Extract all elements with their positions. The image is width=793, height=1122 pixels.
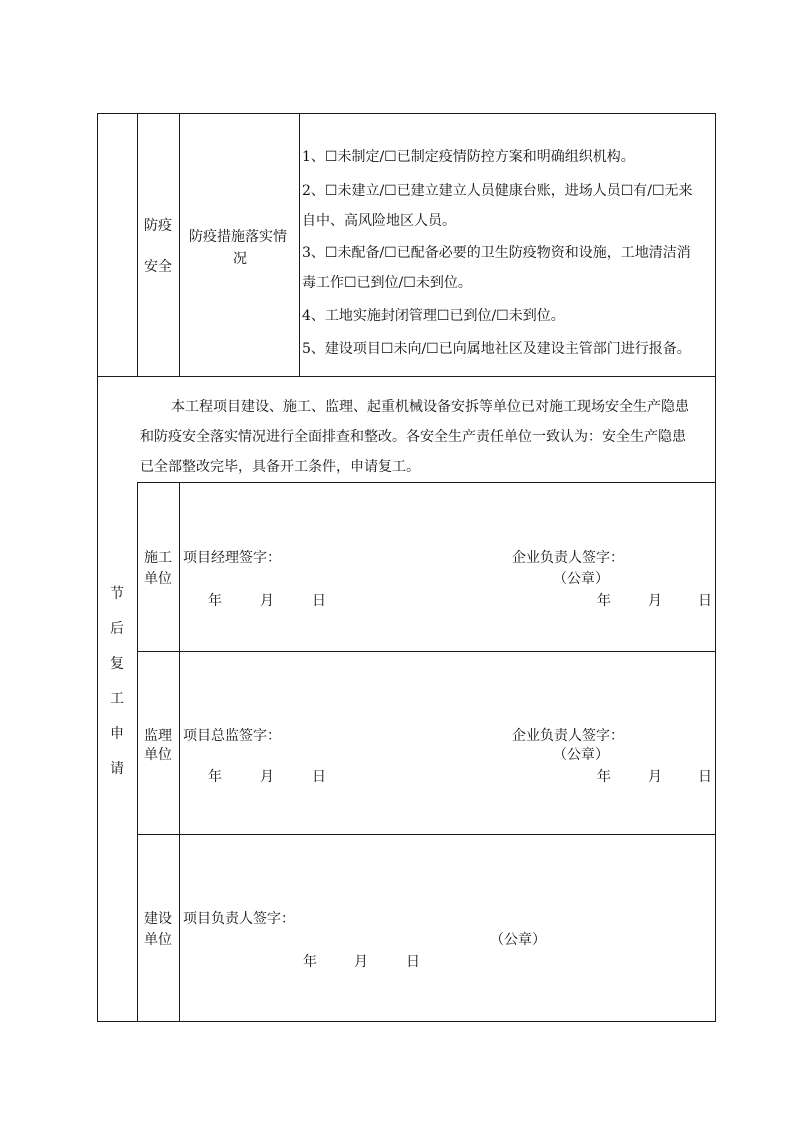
safety-category-line1: 防疫: [144, 218, 172, 234]
owner-month: 月: [354, 954, 368, 970]
table-divider-safety: [97, 376, 716, 377]
owner-seal: （公章）: [490, 932, 546, 948]
safety-line: 2、☐未建立/☐已建立建立人员健康台账，进场人员☐有/☐无来: [302, 183, 693, 199]
construction-right-day: 日: [698, 593, 712, 609]
construction-right-month: 月: [648, 593, 662, 609]
table-column-line-1-top: [137, 113, 138, 377]
table-divider-construction: [137, 651, 716, 652]
construction-right-year: 年: [597, 593, 611, 609]
supervision-director-signature: 项目总监签字：: [183, 728, 281, 744]
owner-year: 年: [303, 954, 317, 970]
construction-seal: （公章）: [553, 571, 609, 587]
owner-unit-label-line2: 单位: [144, 932, 172, 948]
safety-line: 5、建设项目☐未向/☐已向属地社区及建设主管部门进行报备。: [302, 341, 691, 357]
construction-left-month: 月: [260, 593, 274, 609]
supervision-unit-label-line2: 单位: [144, 747, 172, 763]
supervision-right-day: 日: [698, 769, 712, 785]
supervision-left-month: 月: [260, 769, 274, 785]
owner-day: 日: [406, 954, 420, 970]
statement-line: 本工程项目建设、施工、监理、起重机械设备安拆等单位已对施工现场安全生产隐患: [171, 399, 689, 415]
construction-unit-label-line2: 单位: [144, 571, 172, 587]
supervision-enterprise-signature: 企业负责人签字：: [512, 728, 624, 744]
safety-line: 3、☐未配备/☐已配备必要的卫生防疫物资和设施，工地清洁消: [302, 245, 691, 261]
side-label-char: 申: [110, 726, 124, 742]
statement-line: 和防疫安全落实情况进行全面排查和整改。各安全生产责任单位一致认为：安全生产隐患: [140, 429, 686, 445]
supervision-left-year: 年: [208, 769, 222, 785]
side-label-char: 节: [110, 586, 124, 602]
safety-item-line2: 况: [233, 251, 247, 267]
table-column-line-1-bottom: [137, 482, 138, 1022]
construction-unit-label-line1: 施工: [144, 550, 172, 566]
side-label-char: 复: [110, 656, 124, 672]
owner-manager-signature: 项目负责人签字：: [183, 911, 295, 927]
side-label-char: 后: [110, 621, 124, 637]
construction-left-day: 日: [312, 593, 326, 609]
safety-line: 自中、高风险地区人员。: [302, 213, 456, 229]
table-column-line-2-top: [179, 113, 180, 377]
supervision-left-day: 日: [312, 769, 326, 785]
table-border-left: [97, 113, 98, 1022]
supervision-seal: （公章）: [553, 747, 609, 763]
statement-line: 已全部整改完毕，具备开工条件，申请复工。: [140, 459, 420, 475]
safety-item-line1: 防疫措施落实情: [189, 229, 287, 245]
table-border-bottom: [97, 1021, 716, 1022]
table-border-top: [97, 113, 716, 114]
side-label-char: 请: [110, 761, 124, 777]
safety-line: 1、☐未制定/☐已制定疫情防控方案和明确组织机构。: [302, 149, 635, 165]
resume-work-application-label: [107, 585, 127, 795]
construction-enterprise-signature: 企业负责人签字：: [512, 550, 624, 566]
supervision-right-year: 年: [597, 769, 611, 785]
construction-left-year: 年: [208, 593, 222, 609]
table-column-line-3: [299, 113, 300, 377]
supervision-unit-label-line1: 监理: [144, 728, 172, 744]
safety-category-line2: 安全: [144, 259, 172, 275]
table-column-line-2-bottom: [179, 482, 180, 1022]
side-label-char: 工: [110, 691, 124, 707]
supervision-right-month: 月: [648, 769, 662, 785]
owner-unit-label-line1: 建设: [144, 911, 172, 927]
construction-manager-signature: 项目经理签字：: [183, 550, 281, 566]
table-border-right: [715, 113, 716, 1022]
safety-line: 毒工作☐已到位/☐未到位。: [302, 275, 472, 291]
safety-line: 4、工地实施封闭管理☐已到位/☐未到位。: [302, 308, 565, 324]
table-divider-statement: [137, 482, 716, 483]
table-divider-supervision: [137, 834, 716, 835]
